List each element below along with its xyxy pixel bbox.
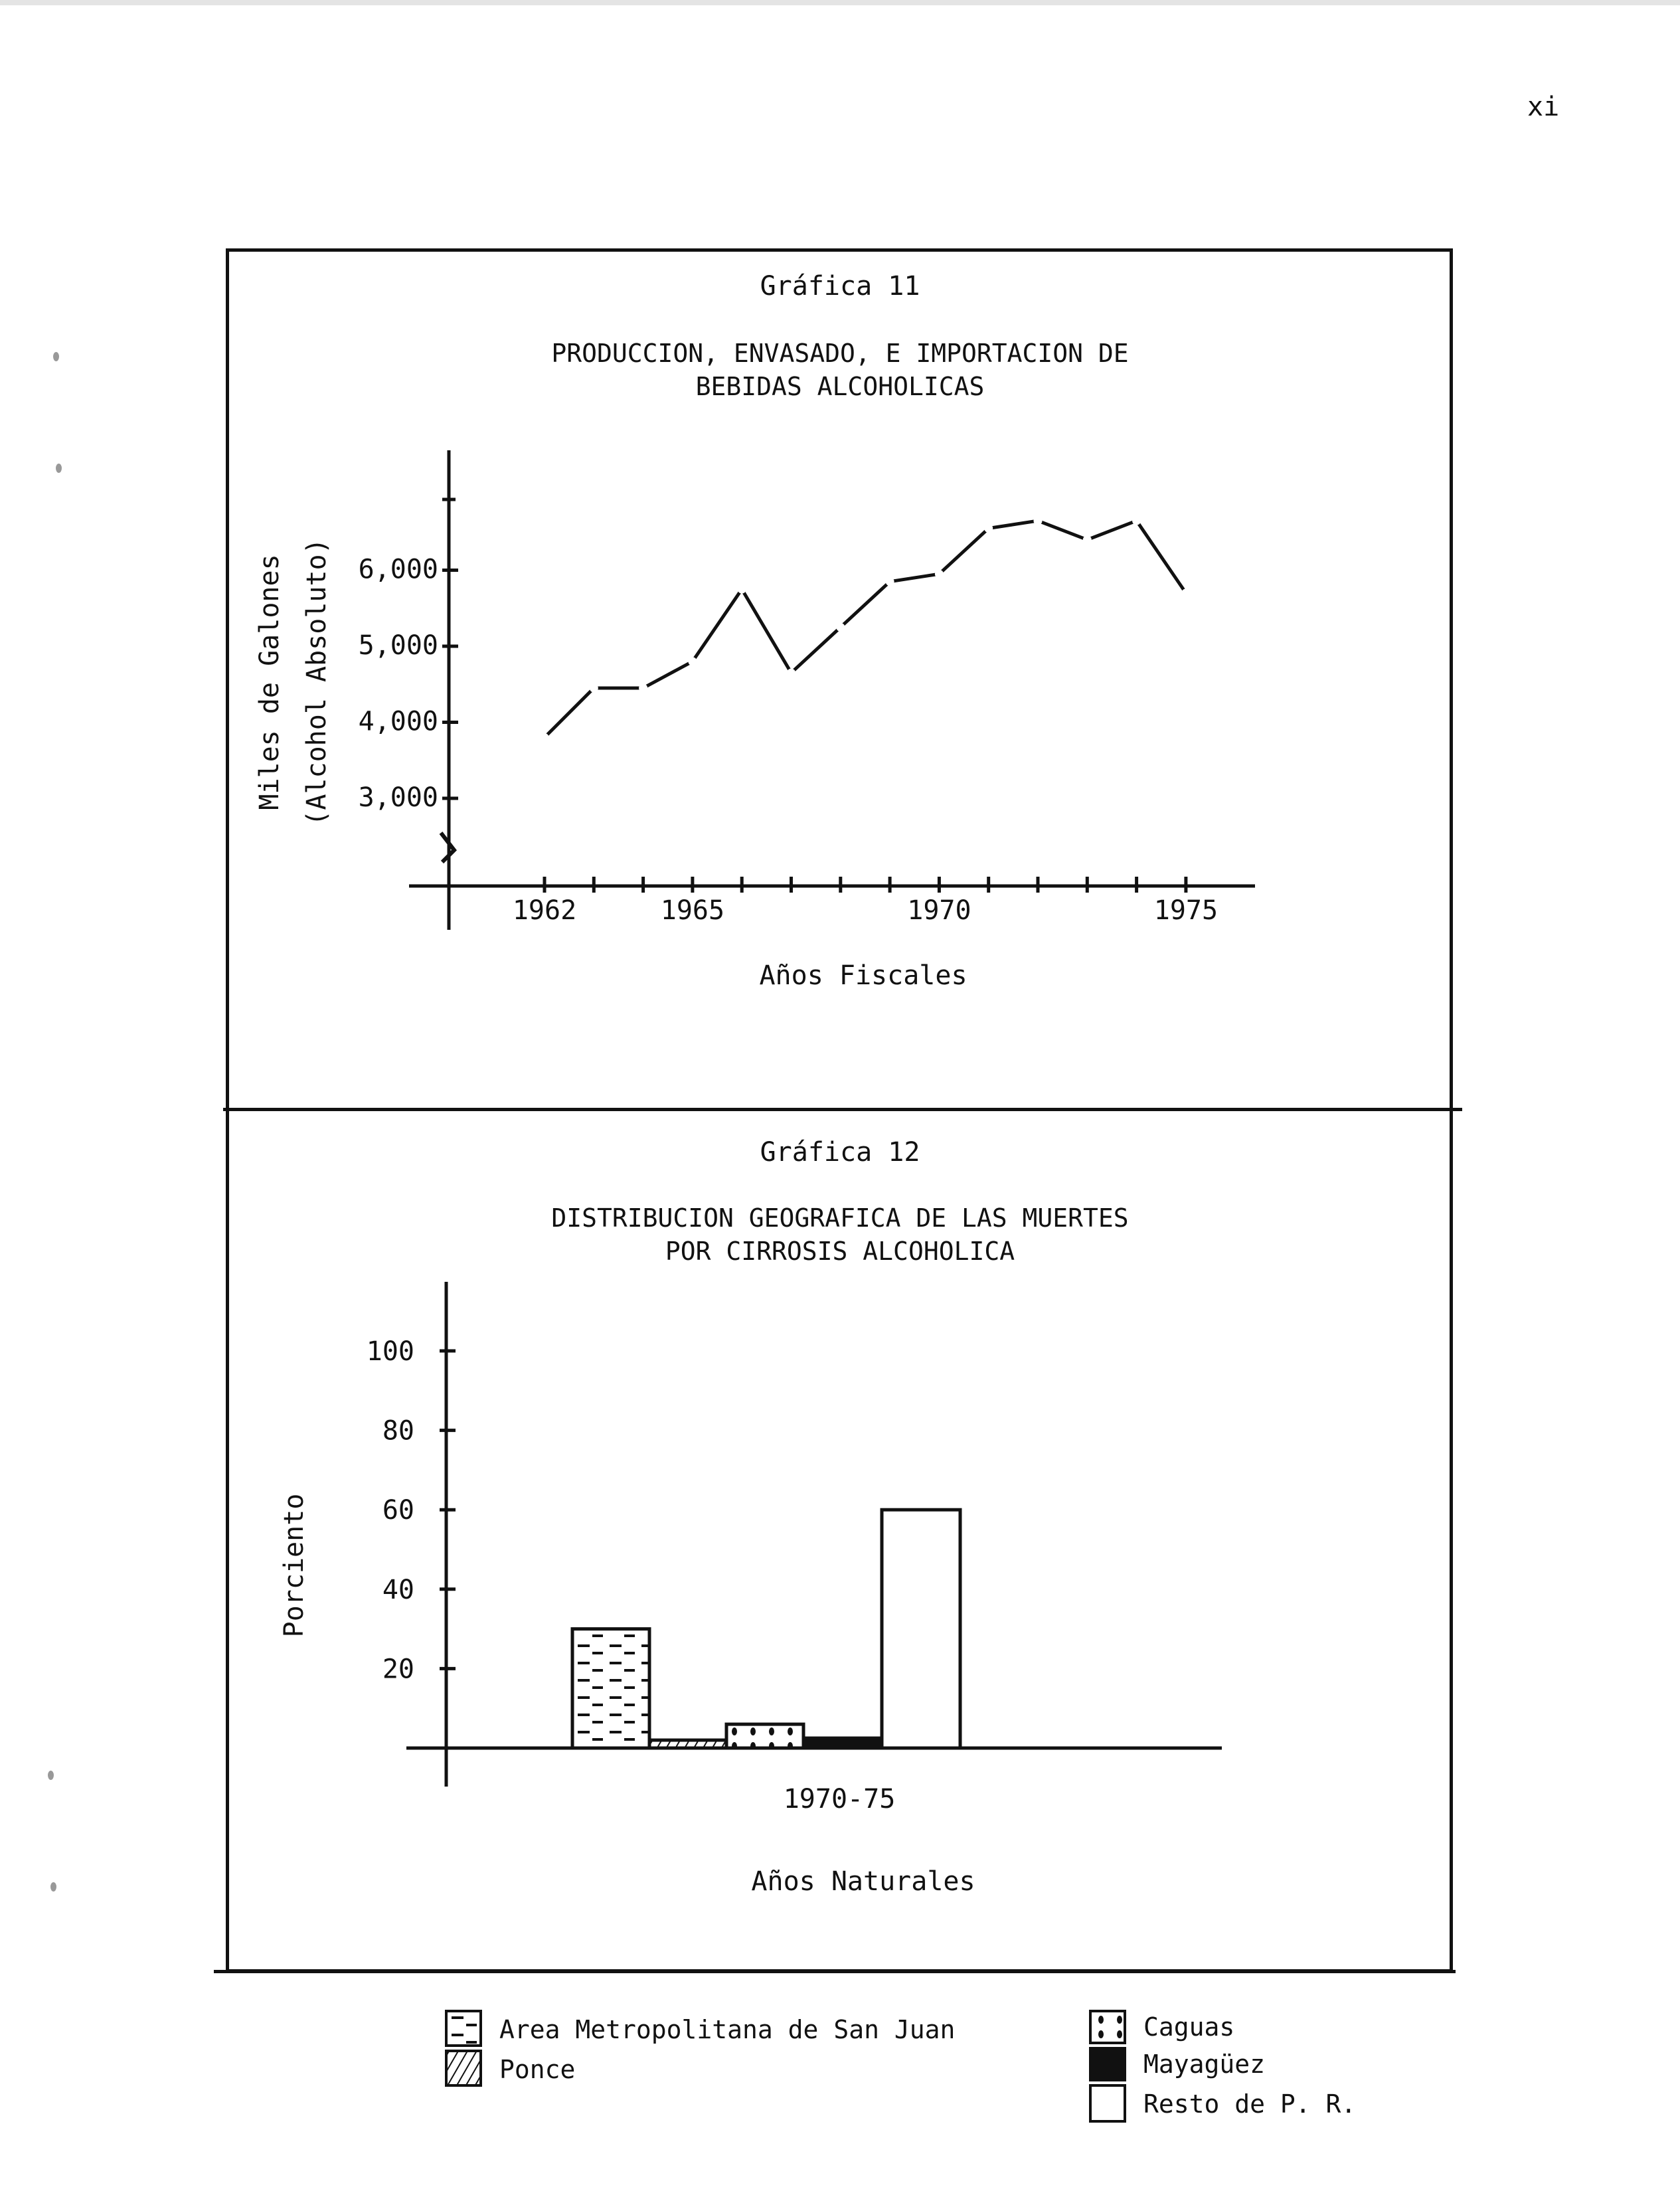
chart11-y-tick-label: 5,000 <box>358 630 438 661</box>
chart11-y-tick-label: 3,000 <box>358 782 438 813</box>
chart11-data-point <box>541 733 548 741</box>
chart11-line-segment <box>693 589 742 661</box>
chart12-y-tick-label: 100 <box>366 1336 414 1367</box>
chart11-ylabel-line-1: Miles de Galones <box>254 554 285 810</box>
chart11-data-point <box>1133 517 1141 525</box>
chart12-y-tick-label: 20 <box>382 1654 414 1685</box>
chart12-bar-mayag-ez <box>803 1738 882 1748</box>
chart11-data-point <box>639 684 647 692</box>
legend-label-san-juan: Area Metropolitana de San Juan <box>499 2015 956 2044</box>
chart11-x-tick-label: 1962 <box>512 895 577 926</box>
chart11-line-segment <box>1137 521 1186 593</box>
legend-label-caguas: Caguas <box>1143 2012 1235 2042</box>
chart11-line-segment <box>1038 521 1087 540</box>
chart11-x-tick-label: 1970 <box>907 895 971 926</box>
chart11-line-segment <box>890 574 939 581</box>
legend-swatch-caguas <box>1089 2010 1126 2044</box>
chart11-line-segment <box>1087 521 1136 540</box>
chart11-data-point <box>935 570 943 578</box>
chart11-x-tick-label: 1965 <box>660 895 725 926</box>
chart12-bar-area-metropolitana-de-san-juan <box>572 1629 649 1748</box>
chart11-title-line-1: PRODUCCION, ENVASADO, E IMPORTACION DE <box>551 339 1129 368</box>
chart12-title-line-2: POR CIRROSIS ALCOHOLICA <box>665 1237 1015 1266</box>
chart11-x-tick-label: 1975 <box>1153 895 1218 926</box>
chart11-data-point <box>837 623 845 631</box>
chart11-y-tick-label: 6,000 <box>358 554 438 585</box>
chart12-xlabel: Años Naturales <box>751 1866 975 1897</box>
chart11-xlabel: Años Fiscales <box>759 960 967 991</box>
chart11-y-tick-label: 4,000 <box>358 706 438 737</box>
chart12-category-label: 1970-75 <box>783 1784 896 1814</box>
chart11-line-segment <box>742 589 791 673</box>
legend-label-mayaguez: Mayagüez <box>1143 2050 1266 2079</box>
chart11-data-point <box>590 684 598 692</box>
legend-swatch-mayaguez <box>1089 2047 1126 2081</box>
chart11-ylabel-line-2: (Alcohol Absoluto) <box>301 538 332 826</box>
chart12-y-tick-label: 40 <box>382 1574 414 1605</box>
scan-speck <box>56 464 62 473</box>
chart11-data-point <box>1083 536 1091 544</box>
chart11-data-point <box>788 669 796 677</box>
chart11-line-segment <box>841 582 890 628</box>
chart12-y-tick-label: 80 <box>382 1415 414 1447</box>
chart12-bar-ponce <box>649 1740 726 1748</box>
chart11-title-line-2: BEBIDAS ALCOHOLICAS <box>695 372 985 401</box>
chart12-bar-resto-de-p-r <box>882 1510 960 1748</box>
chart11-data-point <box>738 585 746 593</box>
scan-speck <box>50 1882 56 1892</box>
chart11-line-segment <box>989 521 1038 528</box>
chart11-data-point <box>689 658 697 665</box>
chart11-line-segment <box>792 627 841 673</box>
scan-speck <box>48 1771 54 1780</box>
chart11-data-point <box>886 578 894 586</box>
chart11-data-point <box>1034 517 1042 525</box>
chart12-bar-caguas <box>726 1724 803 1748</box>
chart12-title-line-1: DISTRIBUCION GEOGRAFICA DE LAS MUERTES <box>551 1203 1129 1233</box>
scan-speck <box>53 352 59 361</box>
chart12-ylabel: Porciento <box>279 1493 309 1638</box>
chart11-figure-label: Gráfica 11 <box>760 271 920 302</box>
legend-label-ponce: Ponce <box>499 2055 576 2084</box>
legend-label-resto: Resto de P. R. <box>1143 2089 1357 2119</box>
chart11-line-segment <box>939 529 988 574</box>
chart12-y-tick-label: 60 <box>382 1495 414 1526</box>
chart11-line-segment <box>643 661 693 688</box>
chart11-line-segment <box>545 688 594 737</box>
legend-swatch-san-juan <box>445 2010 482 2047</box>
legend-swatch-resto <box>1089 2084 1126 2123</box>
chart11-data-point <box>1182 589 1190 597</box>
chart12-figure-label: Gráfica 12 <box>760 1137 920 1168</box>
page-number: xi <box>1527 92 1560 122</box>
legend-swatch-ponce <box>445 2050 482 2087</box>
chart11-data-point <box>985 525 993 533</box>
